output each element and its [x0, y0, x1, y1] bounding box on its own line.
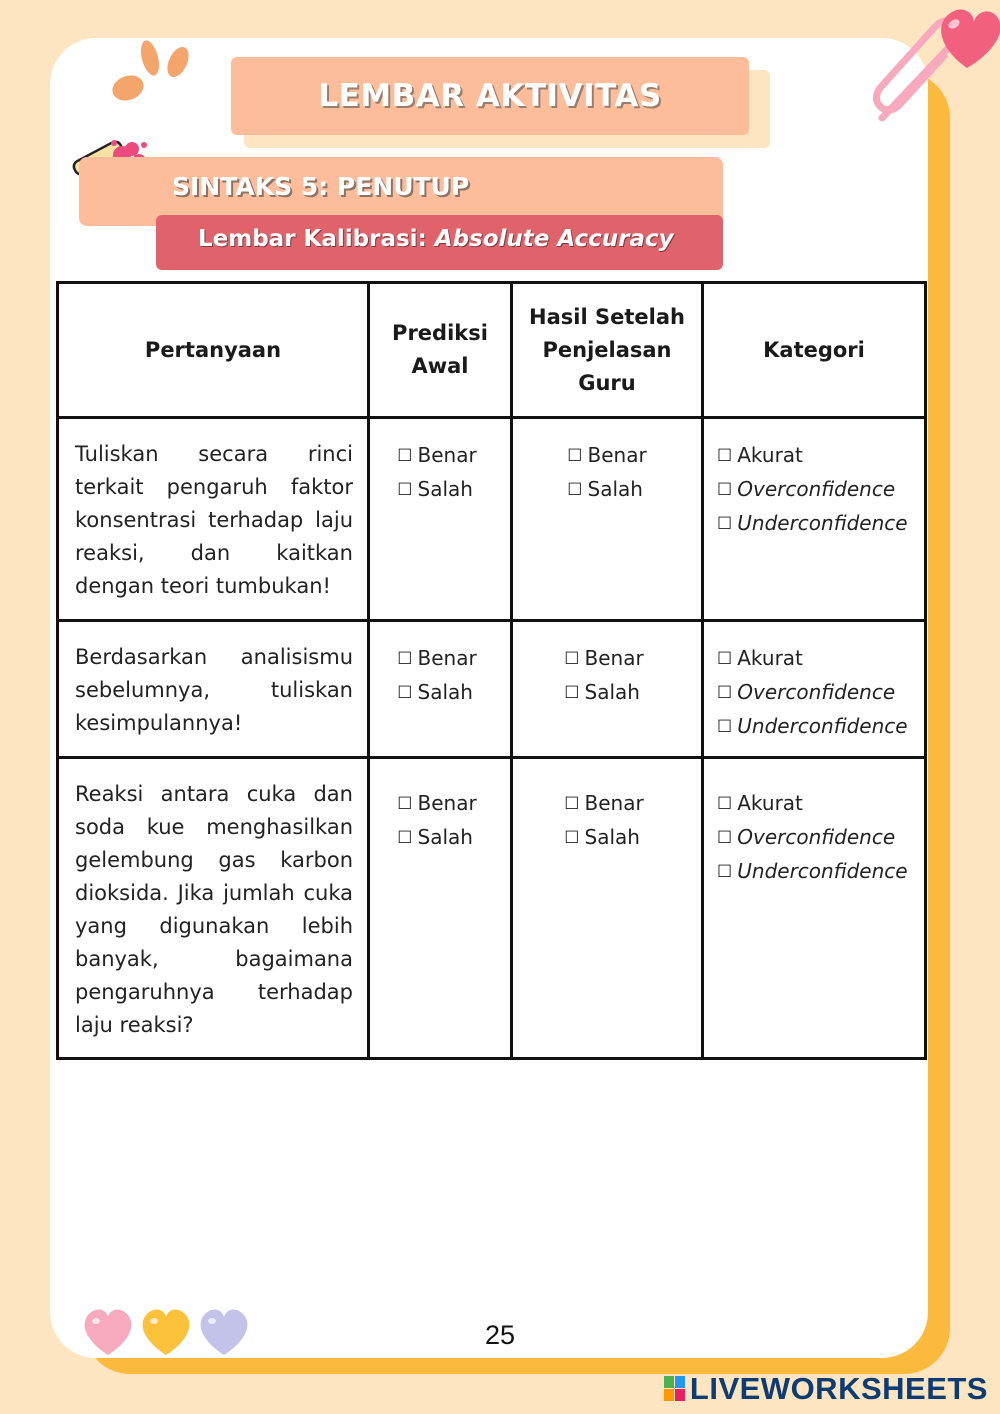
kalibrasi-heading: [198, 226, 674, 252]
header-question: Pertanyaan: [58, 283, 369, 418]
option-benar[interactable]: ☐ Benar: [564, 787, 643, 821]
logo-blocks-icon: [664, 1376, 686, 1402]
prediction-cell: [369, 418, 512, 621]
question-cell: [58, 758, 369, 1059]
header-category: Kategori: [703, 283, 926, 418]
question-cell: [58, 621, 369, 758]
option-benar[interactable]: ☐ Benar: [397, 642, 476, 676]
liveworksheets-logo: [664, 1371, 988, 1407]
question-text: Reaksi antara cuka dan soda kue menghasilkan gelembung gas karbon dioksida. Jika jumlah cuka yang digunakan lebih banyak, bagaimana pengaruhnya terhadap laju reaksi?: [75, 782, 353, 1037]
checkbox-icon[interactable]: ☐: [717, 446, 733, 466]
checkbox-icon[interactable]: ☐: [567, 480, 583, 500]
option-salah[interactable]: ☐ Salah: [564, 676, 643, 710]
checkbox-icon[interactable]: ☐: [717, 649, 733, 669]
option-overconfidence[interactable]: ☐ Overconfidence: [717, 676, 924, 710]
checkbox-icon[interactable]: ☐: [564, 794, 580, 814]
sintaks-heading: SINTAKS 5: PENUTUP: [172, 172, 470, 201]
question-text: Berdasarkan analisismu sebelumnya, tuliskan kesimpulannya!: [75, 645, 353, 735]
table-row: [58, 418, 926, 621]
checkbox-icon[interactable]: ☐: [717, 717, 733, 737]
result-cell: [512, 621, 703, 758]
checkbox-icon[interactable]: ☐: [397, 649, 413, 669]
prediction-cell: [369, 758, 512, 1059]
category-cell: [703, 621, 926, 758]
checkbox-icon[interactable]: ☐: [717, 683, 733, 703]
checkbox-icon[interactable]: ☐: [397, 794, 413, 814]
checkbox-icon[interactable]: ☐: [564, 649, 580, 669]
header-prediction: Prediksi Awal: [369, 283, 512, 418]
result-cell: [512, 418, 703, 621]
option-salah[interactable]: ☐ Salah: [397, 821, 476, 855]
page-number: 25: [484, 1320, 516, 1350]
result-cell: [512, 758, 703, 1059]
brand-text: LIVEWORKSHEETS: [689, 1371, 988, 1406]
paperclip-heart-icon: [862, 0, 1000, 135]
option-salah[interactable]: ☐ Salah: [564, 821, 643, 855]
checkbox-icon[interactable]: ☐: [567, 446, 583, 466]
checkbox-icon[interactable]: ☐: [717, 862, 733, 882]
title-banner: [231, 57, 749, 135]
question-cell: [58, 418, 369, 621]
table-row: [58, 758, 926, 1059]
sparkle-icon: [108, 36, 198, 106]
checkbox-icon[interactable]: ☐: [717, 480, 733, 500]
option-salah[interactable]: ☐ Salah: [397, 676, 476, 710]
checkbox-icon[interactable]: ☐: [717, 828, 733, 848]
option-underconfidence[interactable]: ☐ Underconfidence: [717, 855, 924, 889]
checkbox-icon[interactable]: ☐: [397, 683, 413, 703]
category-cell: [703, 418, 926, 621]
checkbox-icon[interactable]: ☐: [397, 480, 413, 500]
calibration-table: [56, 281, 927, 1060]
option-salah[interactable]: ☐ Salah: [567, 473, 646, 507]
prediction-cell: [369, 621, 512, 758]
kalibrasi-emphasis: Absolute Accuracy: [434, 226, 674, 252]
checkbox-icon[interactable]: ☐: [564, 683, 580, 703]
table-row: [58, 621, 926, 758]
option-akurat[interactable]: ☐ Akurat: [717, 642, 924, 676]
option-benar[interactable]: ☐ Benar: [397, 439, 476, 473]
option-benar[interactable]: ☐ Benar: [567, 439, 646, 473]
category-cell: [703, 758, 926, 1059]
checkbox-icon[interactable]: ☐: [397, 446, 413, 466]
page-title: LEMBAR AKTIVITAS: [318, 78, 662, 114]
checkbox-icon[interactable]: ☐: [717, 794, 733, 814]
checkbox-icon[interactable]: ☐: [397, 828, 413, 848]
option-underconfidence[interactable]: ☐ Underconfidence: [717, 507, 924, 541]
option-benar[interactable]: ☐ Benar: [397, 787, 476, 821]
kalibrasi-prefix: Lembar Kalibrasi:: [198, 226, 435, 252]
option-akurat[interactable]: ☐ Akurat: [717, 787, 924, 821]
option-akurat[interactable]: ☐ Akurat: [717, 439, 924, 473]
header-result: Hasil Setelah Penjelasan Guru: [512, 283, 703, 418]
option-salah[interactable]: ☐ Salah: [397, 473, 476, 507]
checkbox-icon[interactable]: ☐: [717, 514, 733, 534]
table-header-row: [58, 283, 926, 418]
question-text: Tuliskan secara rinci terkait pengaruh faktor konsentrasi terhadap laju reaksi, dan kaitkan dengan teori tumbukan!: [75, 442, 353, 598]
option-underconfidence[interactable]: ☐ Underconfidence: [717, 710, 924, 744]
option-overconfidence[interactable]: ☐ Overconfidence: [717, 821, 924, 855]
option-overconfidence[interactable]: ☐ Overconfidence: [717, 473, 924, 507]
checkbox-icon[interactable]: ☐: [564, 828, 580, 848]
option-benar[interactable]: ☐ Benar: [564, 642, 643, 676]
